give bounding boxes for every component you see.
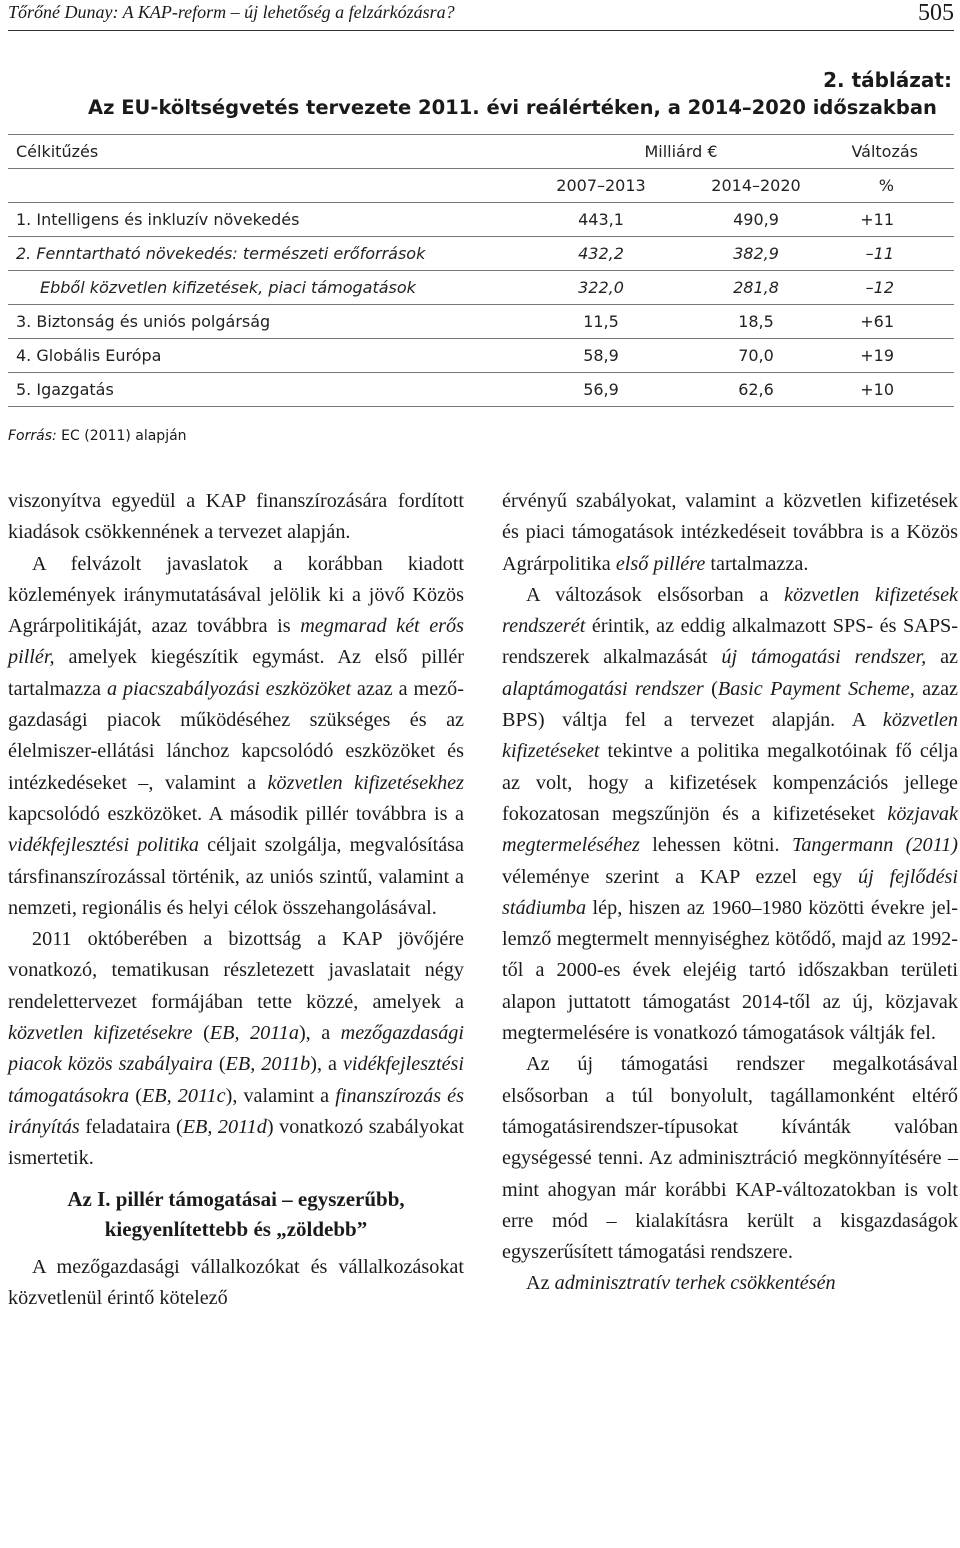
- table-row: [8, 339, 954, 373]
- row-change: +11: [836, 203, 954, 237]
- budget-table: [8, 134, 954, 407]
- header-billion-euro: Milliárd €: [526, 135, 836, 169]
- row-value-2014: 281,8: [676, 271, 836, 305]
- paragraph: A változások elsősorban a közvetlen kifizetések rendszerét érintik, az eddig alkalmazott SPS- és SAPS-rendszerek alkalmazását új támogatási rendszer, az alaptámogatási rendszer (Basic Payment Scheme, azaz BPS) váltja fel a tervezet alapján. A közvetlen kifizetéseket tekintve a politika megalkotóinak fő célja az volt, hogy a kifizetések kompenzációs jellege fokozatosan megszűnjön és a kifizetéseket közjavak megtermeléséhez lehessen kötni. Tangermann (2011) véleménye szerint a KAP ezzel egy új fejlődési stádiumba lép, hiszen az 1960–1980 közötti évekre jellemző megtermelt mennyiséghez kötődő, majd az 1992-től a 2000-es évek elejéig tartó időszakban területi alapon juttatott támogatást 2014-től az új, közjavak megtermelésére is vonatkozó támogatások váltják fel.: [502, 583, 959, 1045]
- subheader-empty: [8, 169, 526, 203]
- header-period-2: 2014–2020: [676, 169, 836, 203]
- header-rule: [8, 30, 954, 31]
- running-title: Tőrőné Dunay: A KAP-reform – új lehetőség a felzárkózásra?: [8, 2, 455, 22]
- running-header: [8, 0, 954, 30]
- row-change: +10: [836, 373, 954, 407]
- row-change: +19: [836, 339, 954, 373]
- row-value-2007: 11,5: [526, 305, 676, 339]
- row-label: Ebből közvetlen kifizetések, piaci támogatások: [8, 271, 526, 305]
- row-label: 1. Intelligens és inkluzív növekedés: [8, 203, 526, 237]
- header-unit: %: [836, 169, 954, 203]
- header-period-1: 2007–2013: [526, 169, 676, 203]
- table-header-row: [8, 135, 954, 169]
- paragraph: viszonyítva egyedül a KAP finanszírozására fordított kiadások csökkennének a tervezet alapján.: [8, 490, 464, 544]
- row-value-2014: 70,0: [676, 339, 836, 373]
- row-value-2007: 443,1: [526, 203, 676, 237]
- table-source: [8, 428, 187, 444]
- paragraph: Az adminisztratív terhek csökkentésén: [526, 1272, 836, 1295]
- paragraph: A felvázolt javaslatok a korábban kiadott közlemények iránymutatásával jelölik ki a jövő Közös Agrárpolitikáját, azaz továbbra is megmarad két erős pillér, amelyek kiegészítik egymást. Az első pillér tartalmazza a piacszabályozási eszközöket azaz a mezőgazdasági piacok működéséhez szükséges és az élelmiszer-ellátási lánchoz kapcsolódó eszközöket és intézkedéseket –, valamint a közvetlen kifizetésekhez kapcsolódó eszközöket. A második pillér továbbra is a vidékfejlesztési politika céljait szolgálja, megvalósítása társfinanszírozással történik, az uniós szintű, valamint a nemzeti, regionális és helyi célok összehangolásával.: [8, 552, 464, 919]
- table-row: [8, 271, 954, 305]
- section-heading: Az I. pillér támogatásai – egyszerűbb, kiegyenlítettebb és „zöldebb”: [67, 1186, 405, 1241]
- row-value-2007: 432,2: [526, 237, 676, 271]
- paragraph: 2011 októberében a bizottság a KAP jövőjére vonatkozó, tematikusan részletezett javaslatait négy rendelettervezet formájában tette közzé, amelyek a közvetlen kifizetésekre (EB, 2011a), a mezőgazdasági piacok közös szabályaira (EB, 2011b), a vidékfejlesztési támogatásokra (EB, 2011c), valamint a finanszírozás és irányítás feladataira (EB, 2011d) vonatkozó szabályokat ismertetik.: [8, 928, 464, 1170]
- row-label: 3. Biztonság és uniós polgárság: [8, 305, 526, 339]
- page-number: 505: [918, 0, 954, 26]
- table-label: 2. táblázat:: [823, 68, 952, 92]
- row-value-2014: 382,9: [676, 237, 836, 271]
- table-row: [8, 203, 954, 237]
- paragraph: Az új támogatási rendszer megalkotásával elsősorban a túl bonyolult, tagállamonként eltérő támogatásirendszer-típusokat kívánták valóban egységessé tenni. Az adminisztráció megkönnyítésére – mint ahogyan már korábbi KAP-változatokban is volt erre mód – kialakításra került a kisgazdaságok egyszerűsített támogatási rendszere.: [502, 1053, 958, 1264]
- row-value-2007: 322,0: [526, 271, 676, 305]
- row-value-2007: 58,9: [526, 339, 676, 373]
- table-row: [8, 373, 954, 407]
- source-text: EC (2011) alapján: [56, 428, 187, 444]
- row-change: +61: [836, 305, 954, 339]
- header-objective: Célkitűzés: [8, 135, 526, 169]
- row-change: –11: [836, 237, 954, 271]
- table-subheader-row: [8, 169, 954, 203]
- header-change: Változás: [836, 135, 954, 169]
- row-value-2014: 18,5: [676, 305, 836, 339]
- row-value-2014: 62,6: [676, 373, 836, 407]
- row-value-2014: 490,9: [676, 203, 836, 237]
- source-label: Forrás:: [8, 428, 57, 444]
- row-label: 4. Globális Európa: [8, 339, 526, 373]
- right-column: [502, 486, 958, 1300]
- paragraph: A mezőgazdasági vállalkozókat és vállalkozásokat közvetlenül érintő kötelező: [8, 1255, 464, 1309]
- table-title: Az EU-költségvetés tervezete 2011. évi reálértéken, a 2014–2020 időszakban: [88, 96, 937, 119]
- row-change: –12: [836, 271, 954, 305]
- row-label: 2. Fenntartható növekedés: természeti erőforrások: [8, 237, 526, 271]
- paragraph: érvényű szabályokat, valamint a közvetlen kifizetések és piaci támogatások intézkedéseit továbbra is a Közös Agrárpolitika első pillére tartalmazza.: [502, 490, 958, 575]
- left-column: [8, 486, 464, 1314]
- row-label: 5. Igazgatás: [8, 373, 526, 407]
- table-row: [8, 237, 954, 271]
- table-row: [8, 305, 954, 339]
- row-value-2007: 56,9: [526, 373, 676, 407]
